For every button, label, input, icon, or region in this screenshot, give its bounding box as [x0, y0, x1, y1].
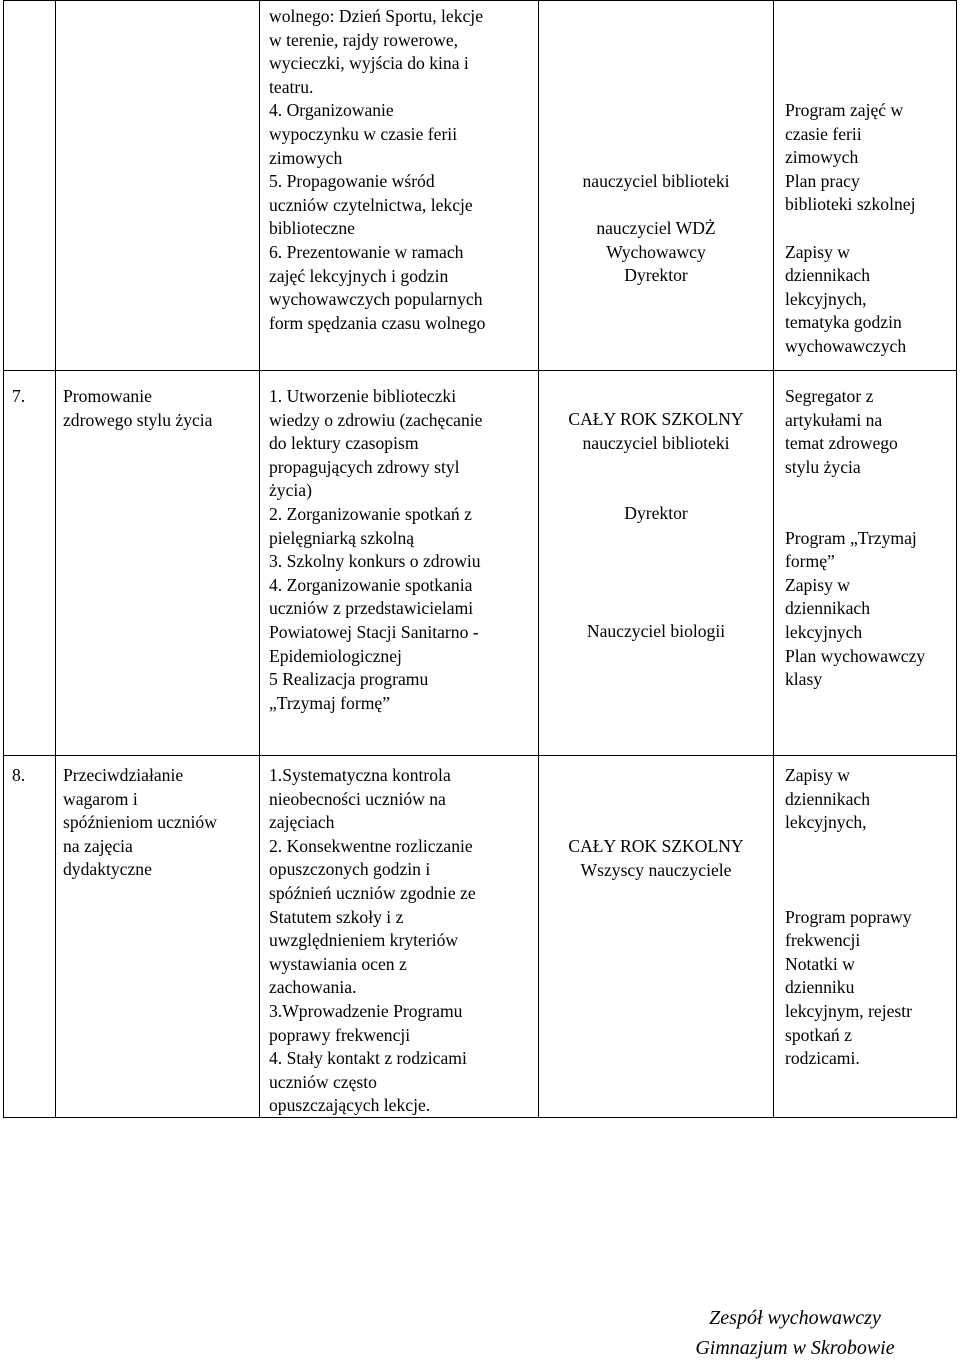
evidence-line: rodzicami. — [785, 1048, 860, 1069]
row7-tasks — [269, 385, 482, 715]
task-line: biblioteczne — [269, 218, 355, 239]
evidence-line: frekwencji — [785, 930, 861, 951]
task-line: 3. Szkolny konkurs o zdrowiu — [269, 551, 481, 572]
row8-tasks — [269, 764, 476, 1118]
task-line: pielęgniarką szkolną — [269, 527, 415, 548]
task-line: 3.Wprowadzenie Programu — [269, 1000, 463, 1021]
evidence-line: dziennikach — [785, 598, 870, 619]
task-line: Statutem szkoły i z — [269, 906, 404, 927]
evidence-line: Notatki w — [785, 953, 855, 974]
evidence-line: Segregator z — [785, 386, 874, 406]
evidence-line: Program poprawy — [785, 906, 912, 927]
table-top-border — [3, 0, 957, 1]
task-line: uczniów czytelnictwa, lekcje — [269, 194, 473, 215]
task-line: nieobecności uczniów na — [269, 788, 446, 809]
task-line: wiedzy o zdrowiu (zachęcanie — [269, 409, 483, 430]
spacer — [785, 217, 915, 241]
task-line: uczniów z przedstawicielami — [269, 598, 474, 619]
task-line: wystawiania ocen z — [269, 953, 407, 974]
evidence-line: spotkań z — [785, 1024, 852, 1045]
evidence-line: temat zdrowego — [785, 433, 898, 454]
task-line: w terenie, rajdy rowerowe, — [269, 29, 459, 50]
responsible-line: nauczyciel biblioteki — [582, 432, 730, 453]
evidence-line: dzienniku — [785, 977, 855, 998]
task-line: zachowania. — [269, 977, 357, 998]
task-line: zajęć lekcyjnych i godzin — [269, 265, 449, 286]
evidence-line: Zapisy w — [785, 765, 850, 785]
task-line: wolnego: Dzień Sportu, lekcje — [269, 6, 484, 26]
row-divider-1 — [3, 370, 957, 371]
col-border-1 — [55, 0, 56, 1118]
evidence-line: klasy — [785, 669, 823, 690]
task-line: 4. Organizowanie — [269, 100, 394, 121]
row8-responsible — [540, 835, 772, 882]
task-line: zimowych — [269, 147, 343, 168]
row7-number — [12, 385, 25, 409]
row1-evidence — [785, 99, 915, 359]
row8-number — [12, 764, 25, 788]
responsible-line: Dyrektor — [624, 503, 688, 524]
evidence-line: Plan pracy — [785, 170, 860, 191]
task-line: życia) — [269, 480, 312, 501]
responsible-line: CAŁY ROK SZKOLNY — [568, 836, 744, 856]
task-line: 4. Stały kontakt z rodzicami — [269, 1048, 467, 1069]
evidence-line: zimowych — [785, 147, 859, 168]
evidence-line: stylu życia — [785, 456, 861, 477]
row7-goal — [63, 385, 213, 432]
task-line: zajęciach — [269, 812, 335, 833]
task-line: 4. Zorganizowanie spotkania — [269, 574, 473, 595]
spacer — [785, 479, 925, 526]
row-divider-2 — [3, 755, 957, 756]
signature-line-2: Gimnazjum w Skrobowie — [695, 1337, 895, 1359]
evidence-line: biblioteki szkolnej — [785, 194, 916, 215]
task-line: teatru. — [269, 76, 314, 97]
task-line: 2. Konsekwentne rozliczanie — [269, 835, 473, 856]
row-number: 8. — [12, 765, 26, 785]
task-line: do lektury czasopism — [269, 433, 419, 454]
row7-evidence — [785, 385, 925, 692]
task-line: opuszczonych godzin i — [269, 859, 431, 880]
col-border-5 — [956, 0, 957, 1118]
row1-responsible — [540, 170, 772, 288]
row8-evidence — [785, 764, 912, 1071]
task-line: 2. Zorganizowanie spotkań z — [269, 503, 472, 524]
responsible-line: CAŁY ROK SZKOLNY — [568, 409, 744, 429]
evidence-line: lekcyjnych, — [785, 812, 867, 833]
signature-block — [650, 1303, 940, 1363]
responsible-line: nauczyciel WDŻ — [596, 218, 716, 239]
evidence-line: lekcyjnych — [785, 621, 863, 642]
task-line: „Trzymaj formę” — [269, 692, 390, 713]
evidence-line: czasie ferii — [785, 123, 862, 144]
task-line: uwzględnieniem kryteriów — [269, 930, 459, 951]
col-border-4 — [773, 0, 774, 1118]
goal-line: na zajęcia — [63, 835, 133, 856]
responsible-line: Dyrektor — [624, 265, 688, 286]
evidence-line: Zapisy w — [785, 574, 850, 595]
evidence-line: Plan wychowawczy — [785, 645, 926, 666]
evidence-line: lekcyjnym, rejestr — [785, 1000, 913, 1021]
task-line: 6. Prezentowanie w ramach — [269, 241, 464, 262]
row7-responsible — [540, 408, 772, 644]
spacer — [540, 573, 772, 620]
evidence-line: lekcyjnych, — [785, 288, 867, 309]
task-line: 5. Propagowanie wśród — [269, 171, 435, 192]
task-line: wycieczki, wyjścia do kina i — [269, 53, 469, 74]
signature-line-1: Zespół wychowawczy — [709, 1307, 881, 1329]
task-line: wypoczynku w czasie ferii — [269, 123, 458, 144]
evidence-line: tematyka godzin — [785, 312, 902, 333]
task-line: opuszczających lekcje. — [269, 1095, 431, 1116]
col-border-0 — [3, 0, 4, 1118]
goal-line: dydaktyczne — [63, 859, 152, 880]
row1-tasks — [269, 5, 485, 335]
goal-line: zdrowego stylu życia — [63, 409, 213, 430]
task-line: poprawy frekwencji — [269, 1024, 411, 1045]
evidence-line: Zapisy w — [785, 241, 850, 262]
evidence-line: wychowawczych — [785, 335, 907, 356]
responsible-line: Nauczyciel biologii — [586, 621, 726, 642]
evidence-line: dziennikach — [785, 265, 870, 286]
task-line: 5 Realizacja programu — [269, 669, 429, 690]
row-number: 7. — [12, 386, 26, 406]
task-line: 1. Utworzenie biblioteczki — [269, 386, 457, 406]
task-line: Epidemiologicznej — [269, 645, 402, 666]
task-line: spóźnień uczniów zgodnie ze — [269, 882, 476, 903]
task-line: Powiatowej Stacji Sanitarno - — [269, 621, 479, 642]
evidence-line: Program zajęć w — [785, 100, 904, 120]
spacer — [785, 835, 912, 859]
table-bottom-border — [3, 1117, 957, 1118]
col-border-3 — [538, 0, 539, 1118]
goal-line: Promowanie — [63, 386, 152, 406]
task-line: 1.Systematyczna kontrola — [269, 765, 451, 785]
evidence-line: formę” — [785, 551, 835, 572]
task-line: form spędzania czasu wolnego — [269, 312, 486, 333]
goal-line: spóźnieniom uczniów — [63, 812, 217, 833]
spacer — [785, 858, 912, 905]
spacer — [540, 455, 772, 502]
evidence-line: Program „Trzymaj — [785, 527, 917, 548]
evidence-line: artykułami na — [785, 409, 883, 430]
spacer — [540, 526, 772, 573]
task-line: uczniów często — [269, 1071, 377, 1092]
responsible-line: nauczyciel biblioteki — [582, 171, 730, 191]
evidence-line: dziennikach — [785, 788, 870, 809]
responsible-line: Wszyscy nauczyciele — [580, 859, 732, 880]
task-line: wychowawczych popularnych — [269, 289, 483, 310]
goal-line: Przeciwdziałanie — [63, 765, 184, 785]
task-line: propagujących zdrowy styl — [269, 456, 460, 477]
spacer — [540, 194, 772, 218]
responsible-line: Wychowawcy — [606, 241, 706, 262]
row8-goal — [63, 764, 217, 882]
goal-line: wagarom i — [63, 788, 138, 809]
col-border-2 — [259, 0, 260, 1118]
